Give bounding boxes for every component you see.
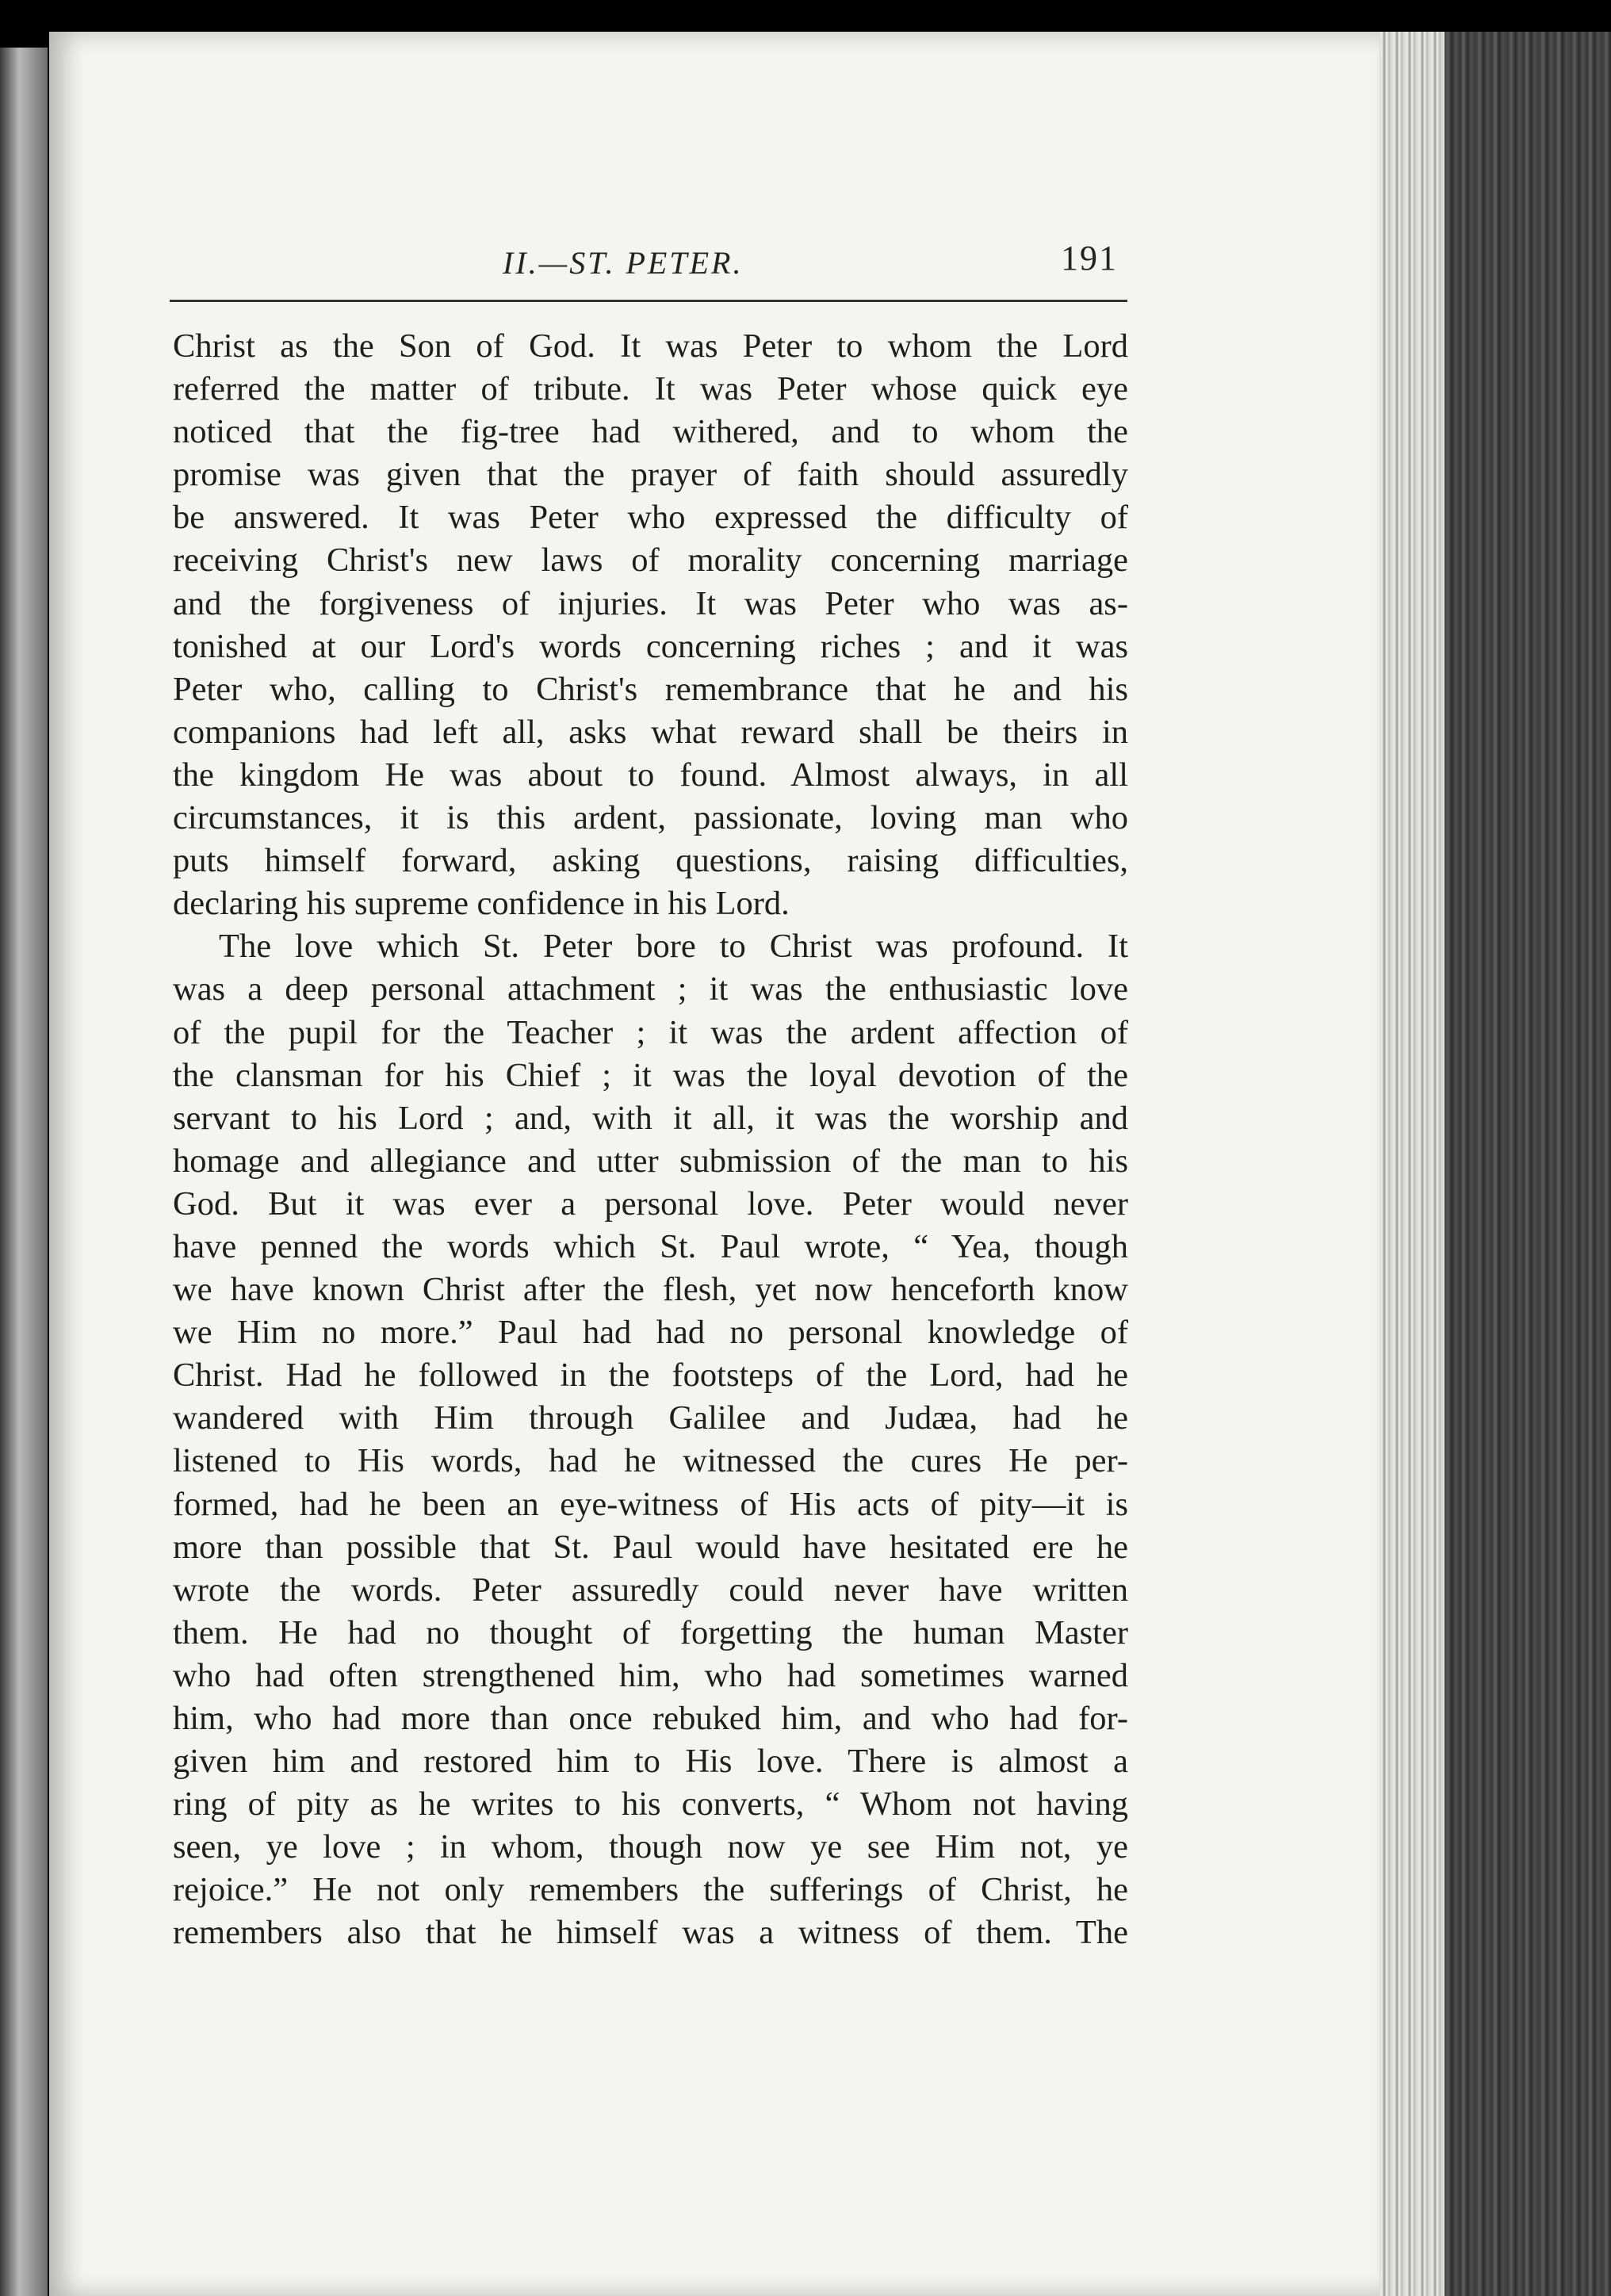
text-line: referred the matter of tribute. It was Peter whose quick eye [173,370,1128,408]
running-header [170,238,1129,301]
text-line: declaring his supreme confidence in his Lord. [173,885,790,923]
page-number: 191 [1061,239,1118,277]
text-line: more than possible that St. Paul would have hesitated ere he [173,1528,1128,1566]
text-line: listened to His words, had he witnessed the cures He per- [173,1442,1128,1480]
text-line: be answered. It was Peter who expressed the difficulty of [173,499,1128,537]
text-line: of the pupil for the Teacher ; it was the ardent affection of [173,1013,1128,1051]
text-line: Peter who, calling to Christ's remembrance that he and his [173,670,1128,708]
text-line: companions had left all, asks what reward shall be theirs in [173,713,1128,751]
text-line: him, who had more than once rebuked him, and who had for- [173,1700,1128,1737]
text-line: wandered with Him through Galilee and Judæa, had he [173,1399,1128,1437]
text-line: servant to his Lord ; and, with it all, it was the worship and [173,1099,1128,1137]
text-line: remembers also that he himself was a witness of them. The [173,1914,1128,1952]
text-line: who had often strengthened him, who had sometimes warned [173,1656,1128,1694]
text-line: Christ. Had he followed in the footsteps of the Lord, had he [173,1357,1128,1395]
body-text [173,325,1128,1955]
text-line: promise was given that the prayer of faith should assuredly [173,456,1128,494]
text-line: Christ as the Son of God. It was Peter to whom the Lord [173,327,1128,365]
text-line: receiving Christ's new laws of morality concerning marriage [173,541,1128,580]
text-line: God. But it was ever a personal love. Peter would never [173,1184,1128,1223]
text-line: formed, had he been an eye-witness of His acts of pity—it is [173,1485,1128,1523]
text-line: the clansman for his Chief ; it was the loyal devotion of the [173,1056,1128,1094]
text-line: was a deep personal attachment ; it was the enthusiastic love [173,970,1128,1008]
text-line: have penned the words which St. Paul wrote, “ Yea, though [173,1227,1128,1265]
text-line: we Him no more.” Paul had had no personal knowledge of [173,1314,1128,1352]
text-line: wrote the words. Peter assuredly could never have written [173,1571,1128,1609]
running-title: II.—ST. PETER. [503,245,744,281]
page-stack-edges [1379,32,1611,2296]
text-line: given him and restored him to His love. There is almost a [173,1743,1128,1781]
paragraph-start-line: The love which St. Peter bore to Christ was profound. It [219,928,1128,966]
book-spine-edge [0,48,48,2296]
text-line: the kingdom He was about to found. Almost always, in all [173,756,1128,794]
text-line: we have known Christ after the flesh, yet now henceforth know [173,1271,1128,1309]
text-line: puts himself forward, asking questions, raising difficulties, [173,842,1128,880]
text-line: noticed that the fig-tree had withered, and to whom the [173,413,1128,451]
text-line: and the forgiveness of injuries. It was Peter who was as- [173,584,1128,622]
text-line: homage and allegiance and utter submission of the man to his [173,1142,1128,1180]
text-line: them. He had no thought of forgetting the human Master [173,1613,1128,1651]
text-line: rejoice.” He not only remembers the sufferings of Christ, he [173,1871,1128,1909]
text-line: tonished at our Lord's words concerning riches ; and it was [173,627,1128,665]
text-line: ring of pity as he writes to his converts, “ Whom not having [173,1785,1128,1823]
text-line: circumstances, it is this ardent, passionate, loving man who [173,799,1128,837]
header-rule [170,300,1127,302]
text-line: seen, ye love ; in whom, though now ye see Him not, ye [173,1828,1128,1866]
